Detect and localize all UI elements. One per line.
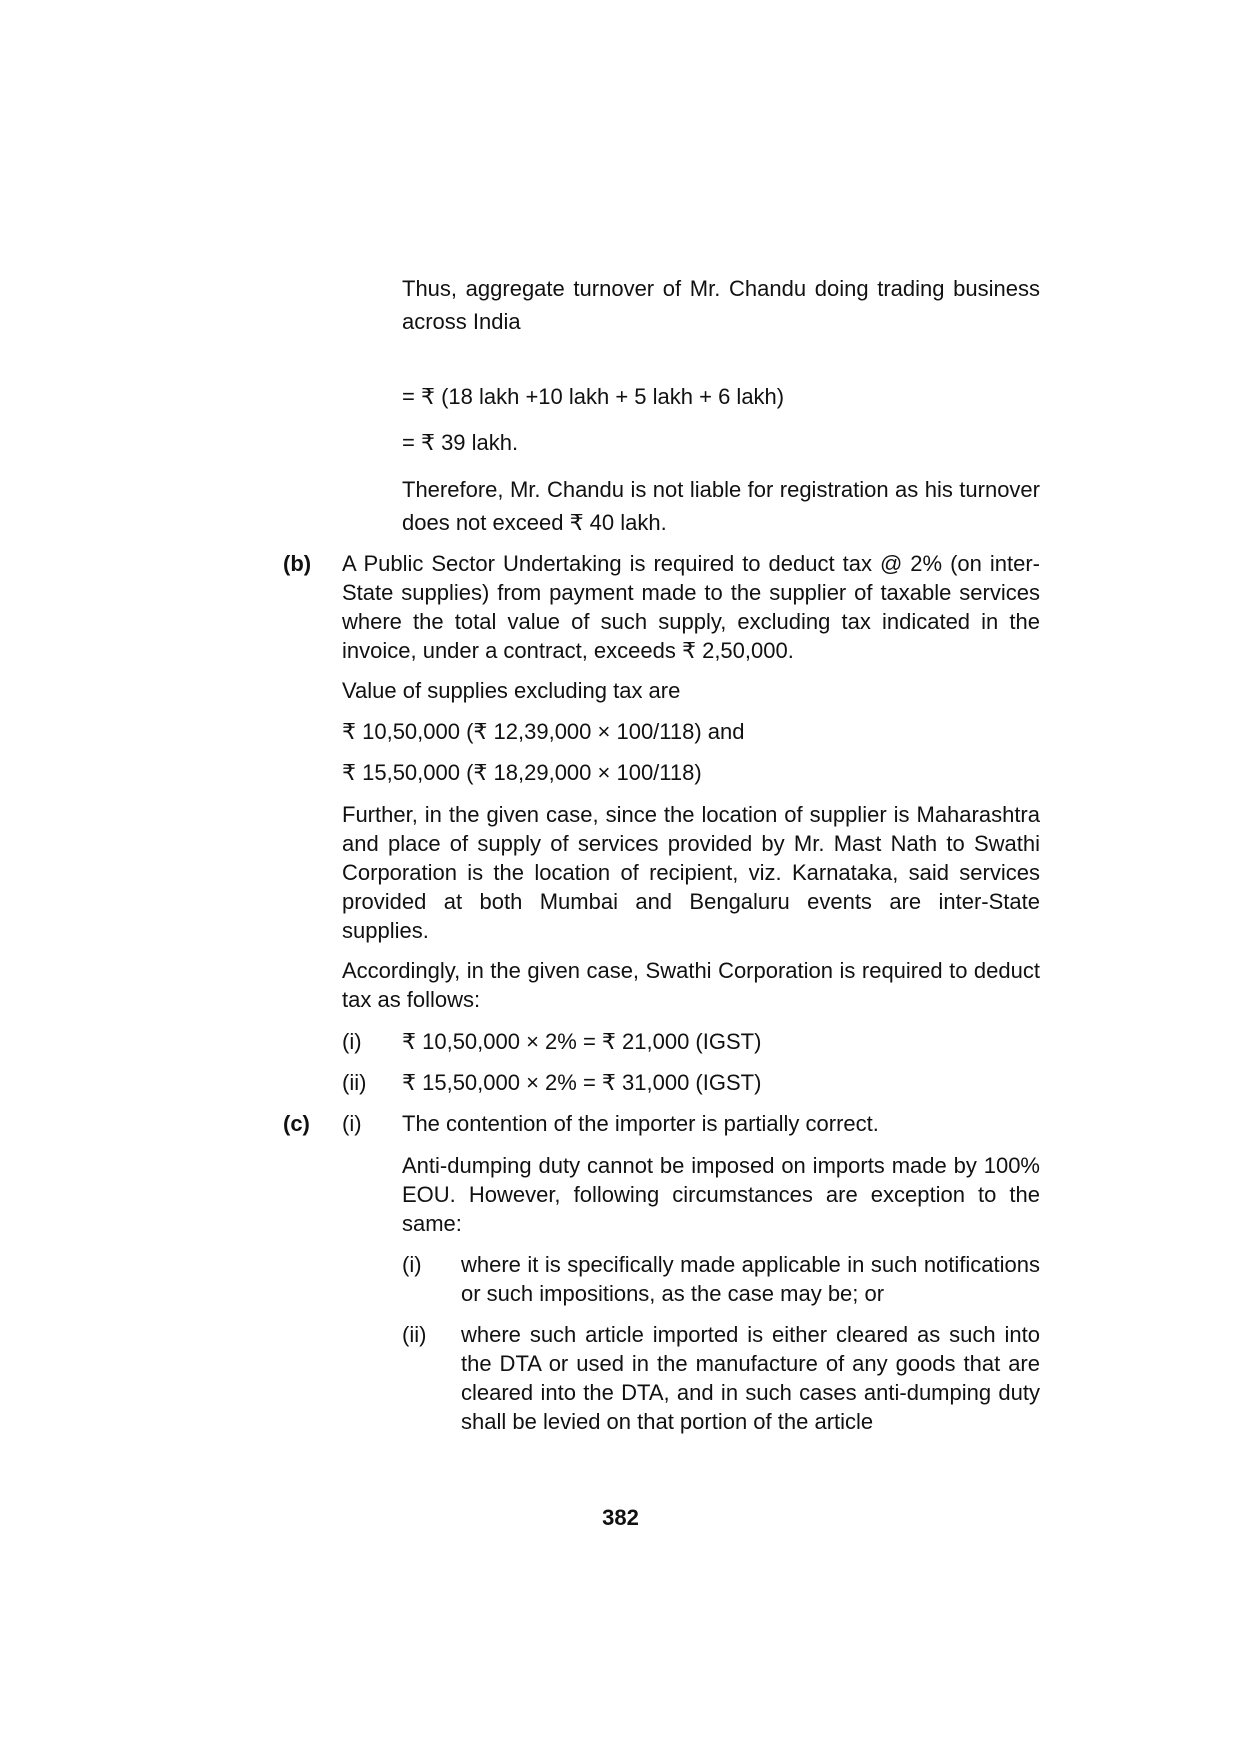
part-b-calculation-2: ₹ 15,50,000 (₹ 18,29,000 × 100/118) <box>342 760 702 785</box>
part-a-equation-1: = ₹ (18 lakh +10 lakh + 5 lakh + 6 lakh) <box>402 384 785 409</box>
part-c-item-1-text: where it is specifically made applicable in such notifications or such impositions, as the case may be; or <box>461 1252 1040 1306</box>
page-number: 382 <box>602 1505 639 1530</box>
part-c-paragraph-2: Anti-dumping duty cannot be imposed on imports made by 100% EOU. However, following circumstances are exception to the same: <box>402 1153 1040 1236</box>
part-a-paragraph-1: Thus, aggregate turnover of Mr. Chandu doing trading business across India <box>402 276 1040 334</box>
part-b-paragraph-4: Accordingly, in the given case, Swathi Corporation is required to deduct tax as follows: <box>342 958 1040 1012</box>
part-b-calculation-1: ₹ 10,50,000 (₹ 12,39,000 × 100/118) and <box>342 719 745 744</box>
part-b-paragraph-1: A Public Sector Undertaking is required to deduct tax @ 2% (on inter-State supplies) from payment made to the supplier of taxable services where the total value of such supply, excluding tax indicated in the invoice, under a contract, exceeds ₹ 2,50,000. <box>342 551 1040 663</box>
part-c-item-2-label: (ii) <box>402 1322 427 1347</box>
part-b-item-1-text: ₹ 10,50,000 × 2% = ₹ 21,000 (IGST) <box>402 1029 762 1054</box>
part-c-label: (c) <box>283 1111 310 1136</box>
part-c-paragraph-1: The contention of the importer is partially correct. <box>402 1111 879 1136</box>
part-c-item-2-text: where such article imported is either cleared as such into the DTA or used in the manufacture of any goods that are cleared into the DTA, and in such cases anti-dumping duty shall be levied on that portion of the article <box>461 1322 1040 1434</box>
part-a-equation-2: = ₹ 39 lakh. <box>402 430 519 455</box>
part-b-label: (b) <box>283 551 312 576</box>
part-b-item-2-text: ₹ 15,50,000 × 2% = ₹ 31,000 (IGST) <box>402 1070 762 1095</box>
part-b-paragraph-2: Value of supplies excluding tax are <box>342 678 681 703</box>
part-b-paragraph-3: Further, in the given case, since the location of supplier is Maharashtra and place of supply of services provided by Mr. Mast Nath to Swathi Corporation is the location of recipient, viz. Karnataka, said services provided at both Mumbai and Bengaluru events are inter-State supplies. <box>342 802 1040 943</box>
part-b-item-2-label: (ii) <box>342 1070 367 1095</box>
part-b-item-1-label: (i) <box>342 1029 362 1054</box>
part-a-paragraph-2: Therefore, Mr. Chandu is not liable for registration as his turnover does not exceed ₹ 40 lakh. <box>402 477 1040 535</box>
part-c-item-1-label: (i) <box>402 1252 422 1277</box>
part-c-sub-label: (i) <box>342 1111 362 1136</box>
